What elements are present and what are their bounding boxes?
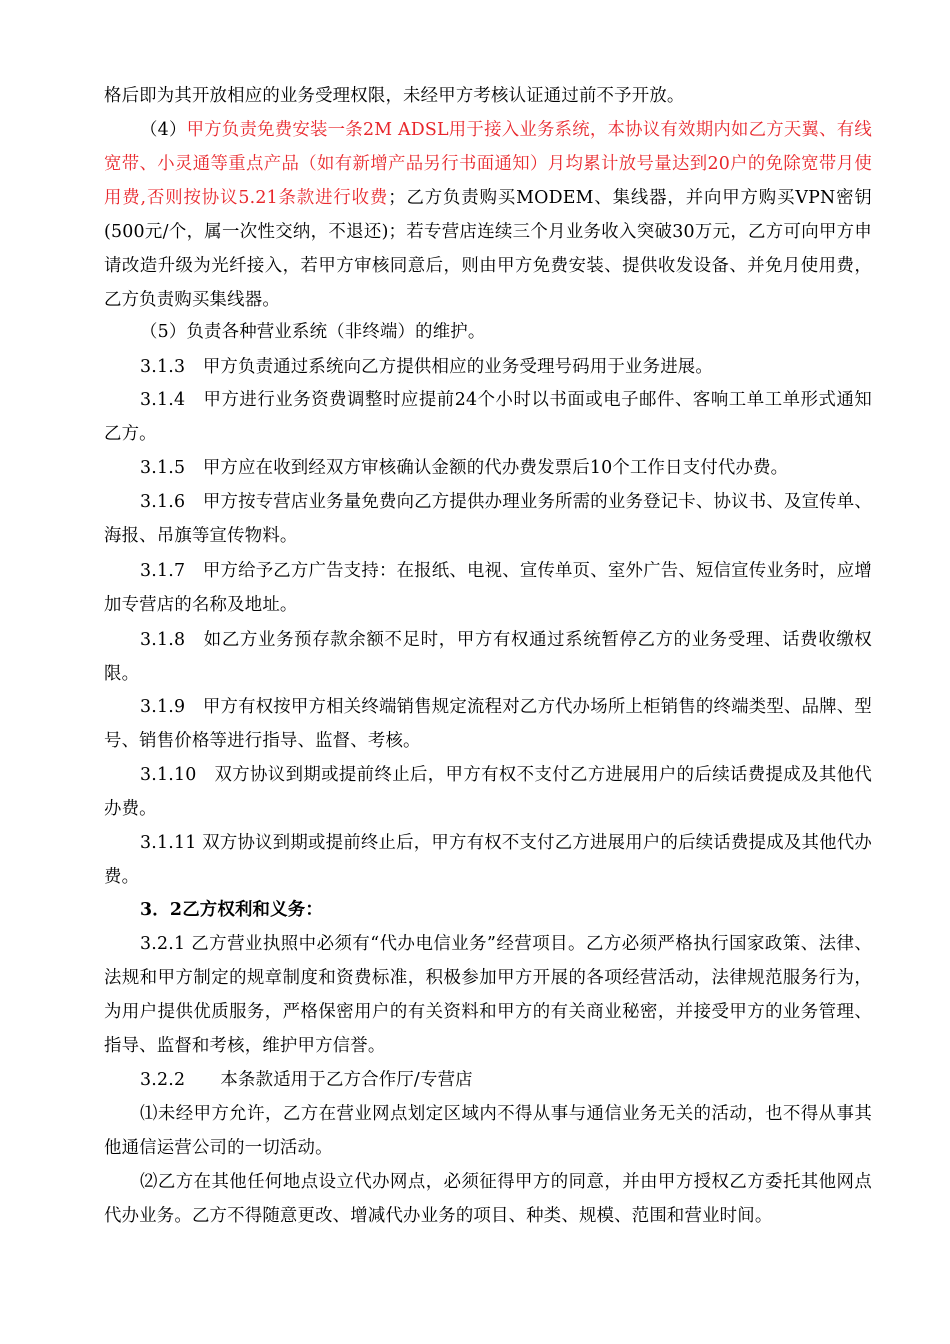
clause-3-1-5: 3.1.5 甲方应在收到经双方审核确认金额的代办费发票后10个工作日支付代办费。	[140, 458, 789, 478]
clause-3-1-7: 3.1.7 甲方给予乙方广告支持：在报纸、电视、宣传单页、室外广告、短信宣传业务时，应增加专营店的名称及地址。	[104, 561, 872, 615]
clause-3-2-2: 3.2.2 本条款适用于乙方合作厅/专营店	[140, 1070, 473, 1090]
sub-item-1: ⑴未经甲方允许，乙方在营业网点划定区域内不得从事与通信业务无关的活动，也不得从事其他通信运营公司的一切活动。	[104, 1104, 872, 1158]
sub-item-2: ⑵乙方在其他任何地点设立代办网点，必须征得甲方的同意，并由甲方授权乙方委托其他网点代办业务。乙方不得随意更改、增减代办业务的项目、种类、规模、范围和营业时间。	[104, 1172, 872, 1226]
clause-item-5: （5）负责各种营业系统（非终端）的维护。	[140, 322, 486, 342]
clause-item-4-prefix: （4）	[140, 120, 187, 140]
clause-3-1-8: 3.1.8 如乙方业务预存款余额不足时，甲方有权通过系统暂停乙方的业务受理、话费收缴权限。	[104, 630, 872, 684]
clause-3-2-1: 3.2.1 乙方营业执照中必须有“代办电信业务”经营项目。乙方必须严格执行国家政策、法律、法规和甲方制定的规章制度和资费标准，积极参加甲方开展的各项经营活动，法律规范服务行为，为用户提供优质服务，严格保密用户的有关资料和甲方的有关商业秘密，并接受甲方的业务管理、指导、监督和考核，维护甲方信誉。	[104, 934, 872, 1056]
clause-3-1-9: 3.1.9 甲方有权按甲方相关终端销售规定流程对乙方代办场所上柜销售的终端类型、品牌、型号、销售价格等进行指导、监督、考核。	[104, 697, 872, 751]
clause-item-4	[104, 113, 872, 317]
carryover-paragraph: 格后即为其开放相应的业务受理权限，未经甲方考核认证通过前不予开放。	[104, 86, 685, 106]
clause-3-1-11: 3.1.11 双方协议到期或提前终止后，甲方有权不支付乙方进展用户的后续话费提成及其他代办费。	[104, 833, 872, 887]
clause-3-1-6: 3.1.6 甲方按专营店业务量免费向乙方提供办理业务所需的业务登记卡、协议书、及宣传单、海报、吊旗等宣传物料。	[104, 492, 872, 546]
clause-item-4-text: ；乙方负责购买MODEM、集线器，并向甲方购买VPN密钥(500元/个，属一次性交纳，不退还)；若专营店连续三个月业务收入突破30万元，乙方可向甲方申请改造升级为光纤接入，若甲方审核同意后，则由甲方免费安装、提供收发设备、并免月使用费，乙方负责购买集线器。	[104, 188, 872, 310]
section-heading-3-2: 3．2乙方权利和义务：	[140, 900, 323, 920]
clause-3-1-4: 3.1.4 甲方进行业务资费调整时应提前24个小时以书面或电子邮件、客响工单工单形式通知乙方。	[104, 390, 872, 444]
clause-3-1-10: 3.1.10 双方协议到期或提前终止后，甲方有权不支付乙方进展用户的后续话费提成及其他代办费。	[104, 765, 872, 819]
clause-item-4-red-text: 甲方负责免费安装一条2M ADSL用于接入业务系统，本协议有效期内如乙方天翼、有线宽带、小灵通等重点产品（如有新增产品另行书面通知）月均累计放号量达到20户的免除宽带月使用费,否则按协议5.21条款进行收费	[104, 120, 872, 208]
clause-3-1-3: 3.1.3 甲方负责通过系统向乙方提供相应的业务受理号码用于业务进展。	[140, 357, 713, 377]
